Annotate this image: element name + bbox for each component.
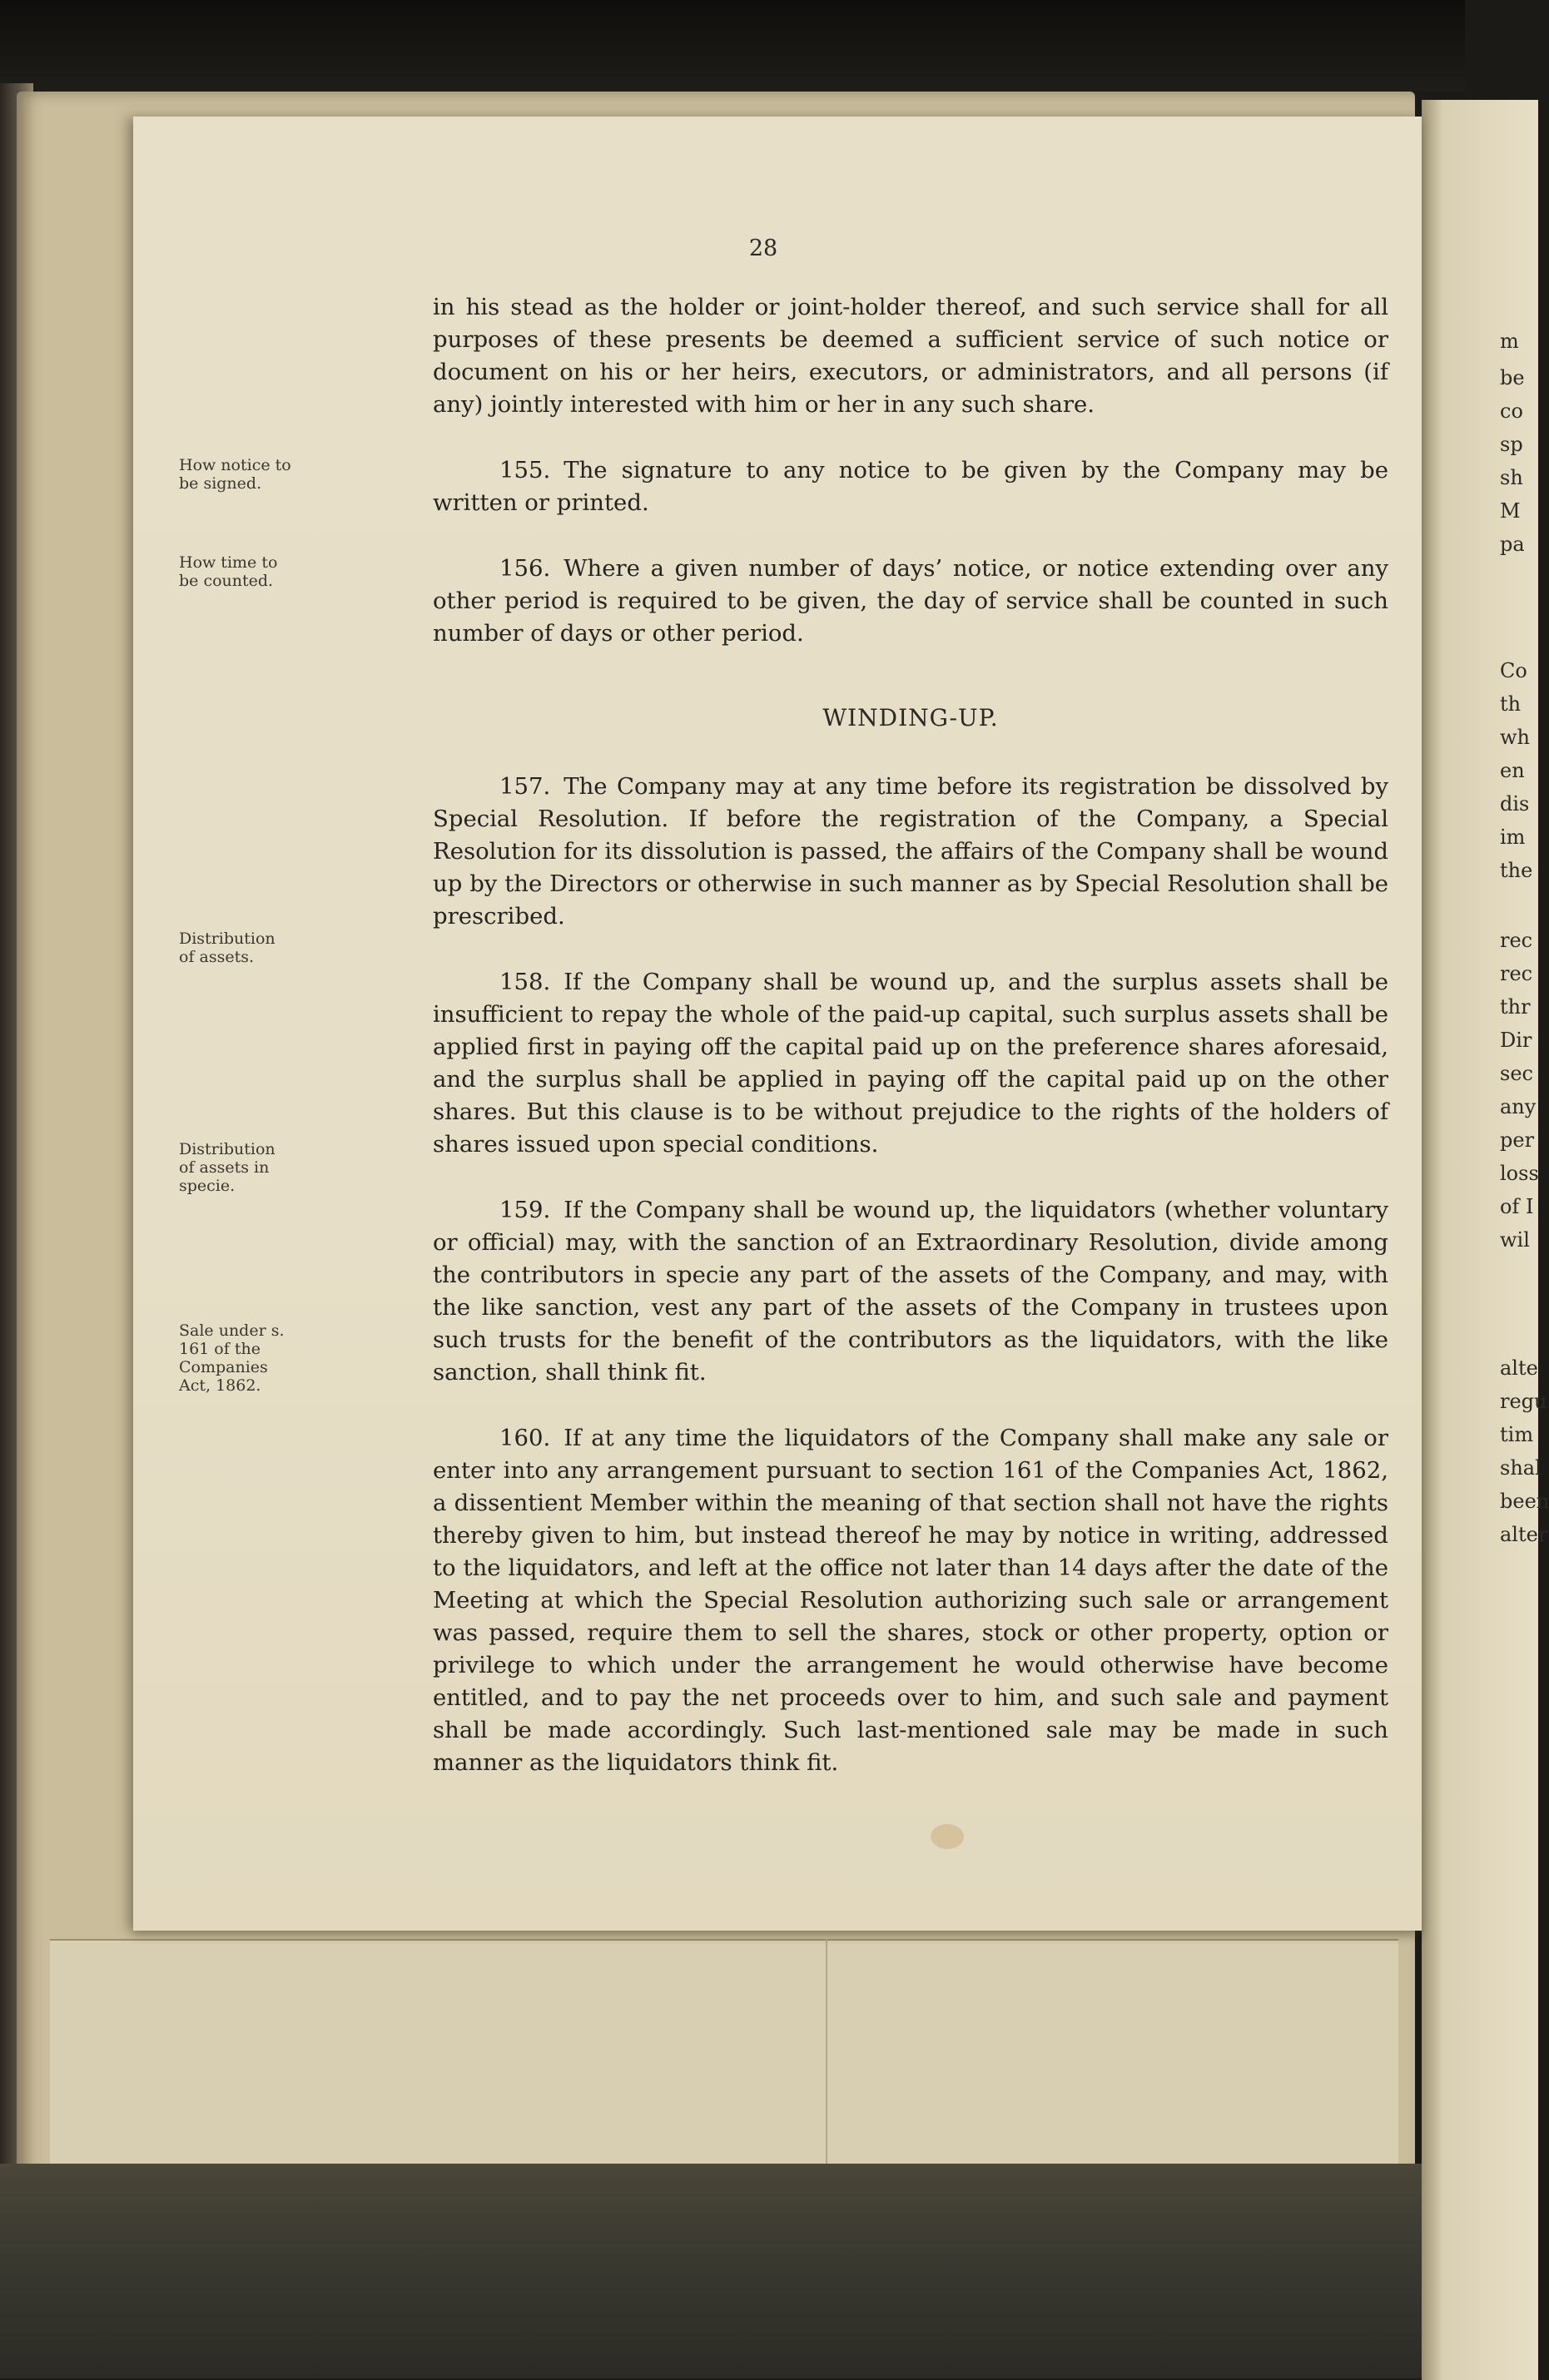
- adjacent-fragment: the: [1500, 859, 1533, 882]
- adjacent-fragment: be: [1500, 366, 1525, 389]
- adjacent-fragment: sp: [1500, 433, 1523, 456]
- section-heading: WINDING-UP.: [822, 704, 999, 731]
- adjacent-fragment: of I: [1500, 1195, 1534, 1218]
- adjacent-fragment: en: [1500, 759, 1525, 782]
- section-text: The Company may at any time before its registration be dissolved by Special Resolution. If before the registration of the Company, a Special Resolution for its dissolution is passed, the affairs of the Company shall be wound up by the Directors or otherwise in such manner as by Special Resolution shall be prescribed.: [433, 773, 1388, 930]
- section-156: [433, 553, 1388, 650]
- side-note-155: How notice to be signed.: [179, 456, 291, 493]
- adjacent-fragment: co: [1500, 399, 1523, 423]
- side-note-160: Sale under s. 161 of the Companies Act, 1862.: [179, 1321, 285, 1395]
- adjacent-fragment: any: [1500, 1095, 1537, 1118]
- adjacent-fragment: M: [1500, 499, 1521, 523]
- section-159: [433, 1194, 1388, 1389]
- adjacent-fragment: loss: [1500, 1162, 1539, 1185]
- adjacent-fragment: tim: [1500, 1423, 1534, 1446]
- section-number: 160.: [499, 1425, 551, 1451]
- section-158: [433, 966, 1388, 1161]
- adjacent-fragment: m: [1500, 330, 1519, 353]
- adjacent-fragment: Co: [1500, 659, 1527, 682]
- side-note-159: Distribution of assets in specie.: [179, 1140, 276, 1195]
- section-155: [433, 454, 1388, 519]
- section-number: 157.: [499, 773, 551, 800]
- continuation-paragraph: in his stead as the holder or joint-holder thereof, and such service shall for all purposes of these presents be deemed a sufficient service of such notice or document on his or her heirs, executors, or administrators, and all persons (if any) jointly interested with him or her in any such share.: [433, 294, 1388, 418]
- adjacent-fragment: regu: [1500, 1390, 1547, 1413]
- adjacent-fragment: dis: [1500, 792, 1530, 816]
- scanner-top-edge: [0, 0, 1465, 92]
- adjacent-fragment: pa: [1500, 533, 1525, 556]
- adjacent-fragment: sh: [1500, 466, 1523, 489]
- side-note-156: How time to be counted.: [179, 553, 278, 590]
- adjacent-fragment: shal: [1500, 1456, 1542, 1480]
- section-number: 159.: [499, 1197, 551, 1223]
- section-number: 155.: [499, 457, 551, 483]
- adjacent-fragment: been: [1500, 1490, 1549, 1513]
- adjacent-fragment: sec: [1500, 1062, 1533, 1085]
- section-number: 156.: [499, 555, 551, 582]
- adjacent-fragment: wil: [1500, 1228, 1530, 1252]
- adjacent-fragment: rec: [1500, 929, 1533, 952]
- fold-crease: [826, 1939, 827, 2189]
- adjacent-fragment: th: [1500, 692, 1522, 716]
- section-text: The signature to any notice to be given by the Company may be written or printed.: [433, 457, 1388, 516]
- adjacent-fragment: per: [1500, 1128, 1535, 1152]
- adjacent-fragment: alter: [1500, 1523, 1548, 1546]
- adjacent-fragment: thr: [1500, 995, 1531, 1019]
- section-text: If the Company shall be wound up, the liquidators (whether voluntary or official) may, with the sanction of an Extraordinary Resolution, divide among the contributors in specie any part of the assets of the Company, and may, with the like sanction, vest any part of the assets of the Company in trustees upon such trusts for the benefit of the contributors as the liquidators, with the like sanction, shall think fit.: [433, 1197, 1388, 1386]
- side-note-158: Distribution of assets.: [179, 930, 276, 966]
- paper-stain: [931, 1824, 964, 1849]
- section-157: [433, 771, 1388, 933]
- section-160: [433, 1422, 1388, 1779]
- section-text: Where a given number of days’ notice, or notice extending over any other period is required to be given, the day of service shall be counted in such number of days or other period.: [433, 555, 1388, 647]
- page-number: 28: [748, 236, 778, 261]
- adjacent-fragment: Dir: [1500, 1029, 1532, 1052]
- adjacent-fragment: rec: [1500, 962, 1533, 985]
- page-body: [433, 291, 1388, 1779]
- adjacent-fragment: alte: [1500, 1356, 1538, 1380]
- cloth-binder: [0, 2164, 1527, 2378]
- adjacent-fragment: im: [1500, 826, 1526, 849]
- section-text: If the Company shall be wound up, and the surplus assets shall be insufficient to repay the whole of the paid-up capital, such surplus assets shall be applied first in paying off the capital paid up on the preference shares aforesaid, and the surplus shall be applied in paying off the capital paid up on the other shares. But this clause is to be without prejudice to the rights of the holders of shares issued upon special conditions.: [433, 969, 1388, 1158]
- section-text: If at any time the liquidators of the Company shall make any sale or enter into any arrangement pursuant to section 161 of the Companies Act, 1862, a dissentient Member within the meaning of that section shall not have the rights thereby given to him, but instead thereof he may by notice in writing, addressed to the liquidators, and left at the office not later than 14 days after the date of the Meeting at which the Special Resolution authorizing such sale or arrangement was passed, require them to sell the shares, stock or other property, option or privilege to which under the arrangement he would otherwise have become entitled, and to pay the net proceeds over to him, and such sale and payment shall be made accordingly. Such last-mentioned sale may be made in such manner as the liquidators think fit.: [433, 1425, 1388, 1776]
- section-number: 158.: [499, 969, 551, 995]
- adjacent-fragment: wh: [1500, 726, 1530, 749]
